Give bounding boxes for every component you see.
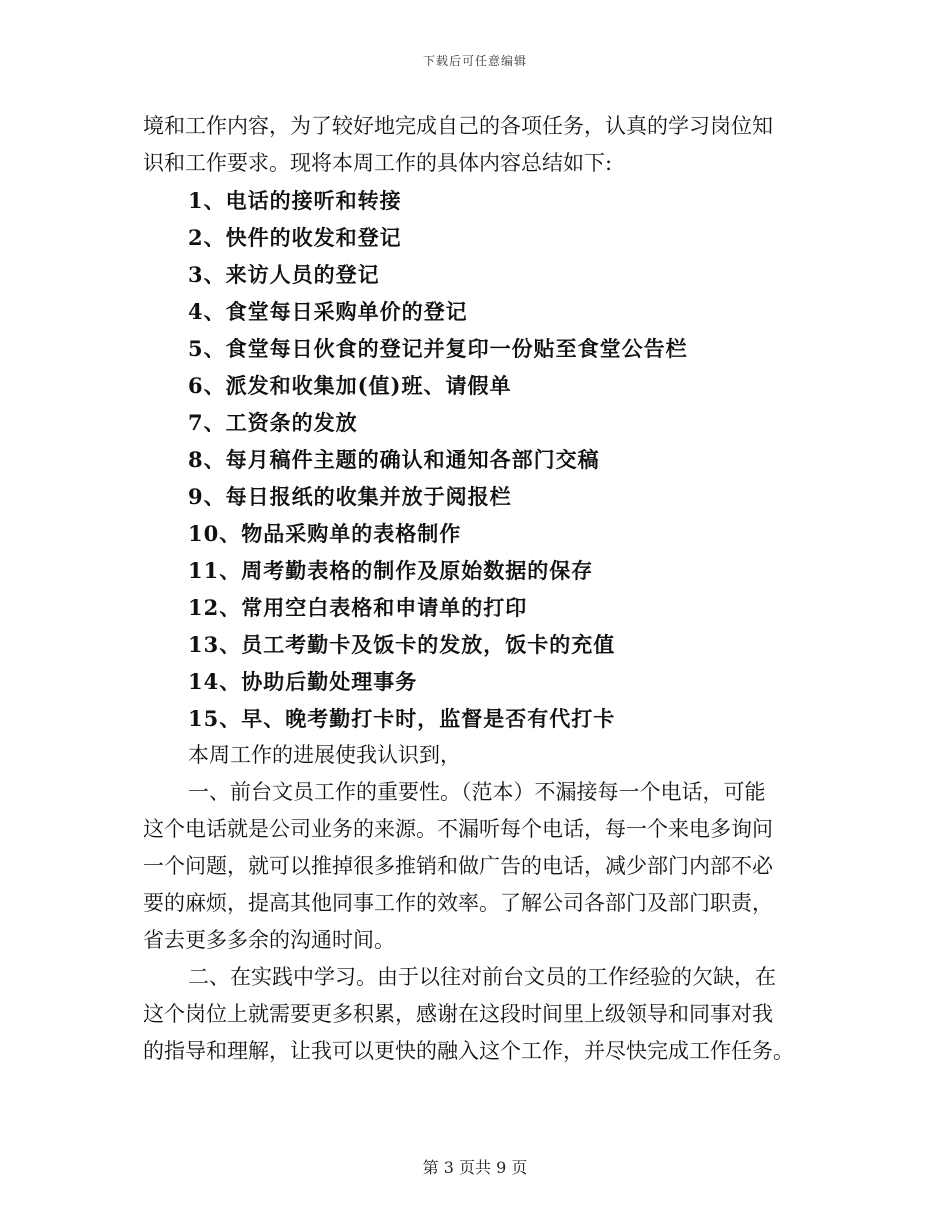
list-item-10: 10、物品采购单的表格制作 [188,521,462,546]
list-item-5: 5、食堂每日伙食的登记并复印一份贴至食堂公告栏 [188,336,688,361]
section2-line-1: 二、在实践中学习。由于以往对前台文员的工作经验的欠缺，在 [188,965,776,989]
list-item-14: 14、协助后勤处理事务 [188,669,418,694]
section2-line-3: 的指导和理解，让我可以更快的融入这个工作，并尽快完成工作任务。 [143,1039,794,1063]
section1-line-4: 要的麻烦，提高其他同事工作的效率。了解公司各部门及部门职责， [143,891,773,915]
summary-intro: 本周工作的进展使我认识到， [188,743,461,767]
list-item-1: 1、电话的接听和转接 [188,188,402,213]
list-item-7: 7、工资条的发放 [188,410,358,435]
list-item-8: 8、每月稿件主题的确认和通知各部门交稿 [188,447,600,472]
list-item-4: 4、食堂每日采购单价的登记 [188,299,468,324]
intro-line-2: 识和工作要求。现将本周工作的具体内容总结如下: [143,151,613,175]
intro-line-1: 境和工作内容，为了较好地完成自己的各项任务，认真的学习岗位知 [143,114,773,138]
list-item-12: 12、常用空白表格和申请单的打印 [188,595,528,620]
section1-line-3: 一个问题，就可以推掉很多推销和做广告的电话，减少部门内部不必 [143,854,773,878]
list-item-2: 2、快件的收发和登记 [188,225,402,250]
list-item-15: 15、早、晚考勤打卡时，监督是否有代打卡 [188,706,616,731]
page-number: 第 3 页共 9 页 [422,1158,528,1177]
list-item-11: 11、周考勤表格的制作及原始数据的保存 [188,558,594,583]
document-body [143,108,807,1070]
list-item-13: 13、员工考勤卡及饭卡的发放，饭卡的充值 [188,632,616,657]
list-item-9: 9、每日报纸的收集并放于阅报栏 [188,484,512,509]
list-item-3: 3、来访人员的登记 [188,262,380,287]
section1-line-5: 省去更多多余的沟通时间。 [143,928,395,952]
section1-line-2: 这个电话就是公司业务的来源。不漏听每个电话，每一个来电多询问 [143,817,773,841]
section1-line-1: 一、前台文员工作的重要性。（范本）不漏接每一个电话，可能 [188,780,766,804]
page-header: 下载后可任意编辑 [422,54,527,68]
list-item-6: 6、派发和收集加(值)班、请假单 [188,373,512,398]
section2-line-2: 这个岗位上就需要更多积累，感谢在这段时间里上级领导和同事对我 [143,1002,773,1026]
